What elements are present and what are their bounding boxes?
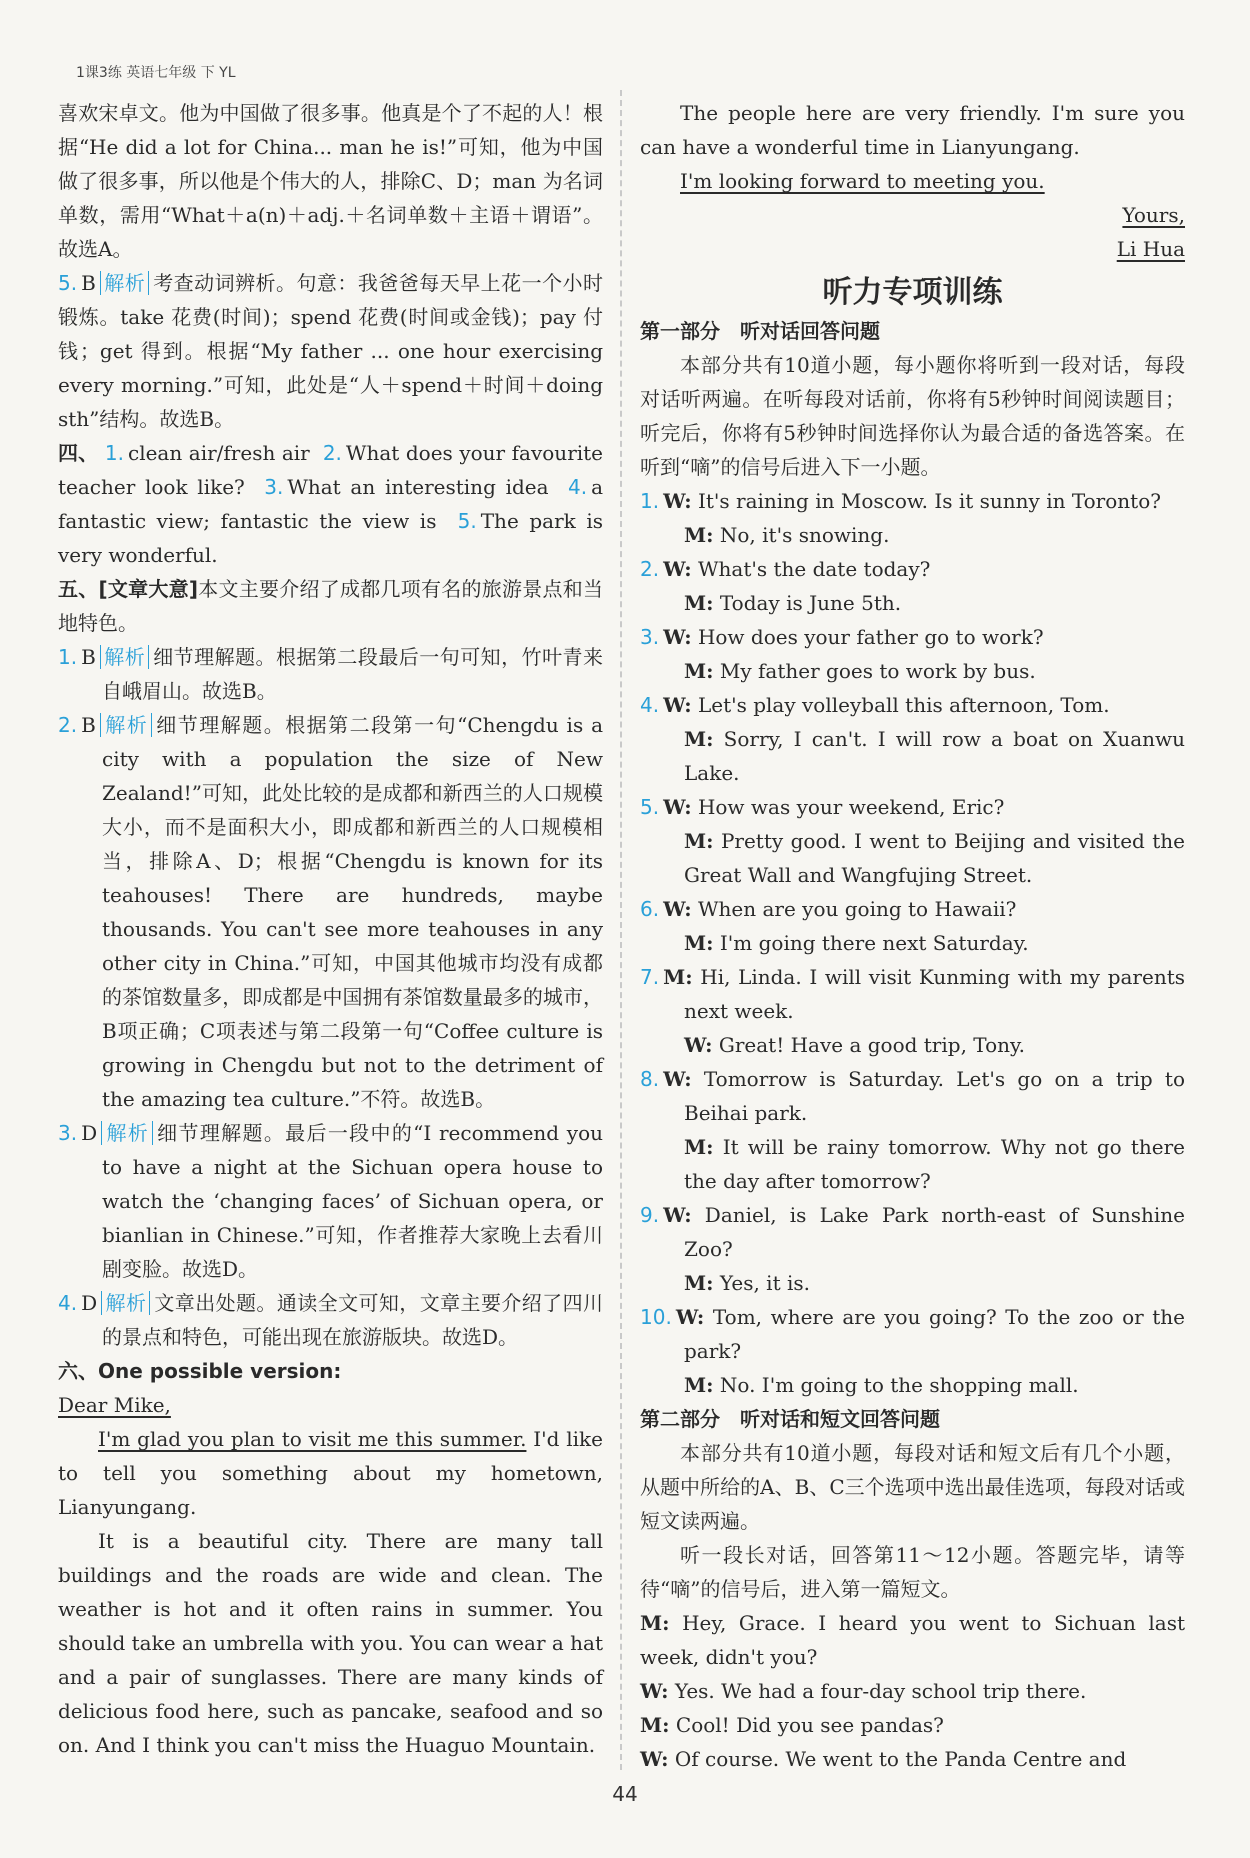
dialog-number: 9. <box>640 1203 660 1227</box>
long-dialog-line <box>640 1708 1185 1742</box>
answer-4-continued: 喜欢宋卓文。他为中国做了很多事。他真是个了不起的人！根据“He did a lot for China... man he is!”可知，他为中国做了很多事，所以他是个伟大的人，排除C、D；man 为名词单数，需用“What＋a(n)＋adj.＋名词单数＋主语＋谓语”。故选A。 <box>58 101 603 261</box>
item-number: 1. <box>104 441 124 465</box>
dialog-5 <box>640 790 1185 824</box>
line-text: Hey, Grace. I heard you went to Sichuan last week, didn't you? <box>640 1611 1185 1669</box>
analysis-tag: 解析 <box>100 713 152 737</box>
speaker: W: <box>663 489 692 513</box>
line-text: Of course. We went to the Panda Centre and <box>674 1747 1127 1771</box>
part-1-intro: 本部分共有10道小题，每小题你将听到一段对话，每段对话听两遍。在听每段对话前，你将有5秒钟时间阅读题目；听完后，你将有5秒钟时间选择你认为最合适的备选答案。在听到“嘀”的信号后进入下一小题。 <box>640 353 1185 479</box>
dialog-4 <box>640 688 1185 722</box>
speaker: W: <box>663 1067 692 1091</box>
line-text: Tomorrow is Saturday. Let's go on a trip to Beihai park. <box>684 1067 1185 1125</box>
line-text: Daniel, is Lake Park north-east of Sunshine Zoo? <box>684 1203 1186 1261</box>
listening-title: 听力专项训练 <box>822 275 1003 310</box>
question-number: 1. <box>58 645 78 669</box>
left-column <box>58 96 603 1762</box>
dialog-number: 5. <box>640 795 660 819</box>
analysis-tag: 解析 <box>100 271 149 295</box>
section-5-answer-2 <box>58 708 603 1116</box>
long-dialog-line <box>640 1674 1185 1708</box>
letter-close <box>640 198 1185 232</box>
letter-paragraph-2: It is a beautiful city. There are many tall buildings and the roads are wide and clean. The weather is hot and it often rains in summer. You should take an umbrella with you. You can wear a hat and a pair of sunglasses. There are many kinds of delicious food here, such as pancake, seafood and so on. And I think you can't miss the Huaguo Mountain. <box>58 1529 603 1757</box>
line-text: Let's play volleyball this afternoon, Tom. <box>697 693 1110 717</box>
letter-paragraph-3: The people here are very friendly. I'm sure you can have a wonderful time in Lianyungang. <box>640 101 1185 159</box>
line-text: Hi, Linda. I will visit Kunming with my parents next week. <box>684 965 1185 1023</box>
answer-5 <box>58 266 603 436</box>
dialog-8 <box>640 1062 1185 1130</box>
dialog-6-reply <box>640 926 1185 960</box>
answer-letter: D <box>81 1121 98 1145</box>
dialog-7 <box>640 960 1185 1028</box>
dialog-number: 7. <box>640 965 660 989</box>
item-text: What an interesting idea <box>287 475 549 499</box>
close-text: Yours, <box>1122 203 1185 227</box>
section-4-heading: 四、 <box>58 441 99 465</box>
speaker: M: <box>684 1373 714 1397</box>
dialog-9-reply <box>640 1266 1185 1300</box>
line-text: Sorry, I can't. I will row a boat on Xuanwu Lake. <box>684 727 1186 785</box>
line-text: My father goes to work by bus. <box>719 659 1036 683</box>
analysis-text: 文章出处题。通读全文可知，文章主要介绍了四川的景点和特色，可能出现在旅游版块。故选D。 <box>102 1291 604 1349</box>
speaker: W: <box>663 693 692 717</box>
line-text: Today is June 5th. <box>719 591 902 615</box>
speaker: M: <box>684 1135 714 1159</box>
item-number: 5. <box>457 509 477 533</box>
dialog-number: 1. <box>640 489 660 513</box>
dialog-8-reply <box>640 1130 1185 1198</box>
speaker: M: <box>684 931 714 955</box>
line-text: Great! Have a good trip, Tony. <box>718 1033 1025 1057</box>
dialog-10 <box>640 1300 1185 1368</box>
section-5-answer-4 <box>58 1286 603 1354</box>
answer-letter: D <box>81 1291 98 1315</box>
greeting-text: Dear Mike, <box>58 1393 171 1417</box>
part-2-instruction: 听一段长对话，回答第11～12小题。答题完毕，请等待“嘀”的信号后，进入第一篇短文。 <box>640 1543 1185 1601</box>
speaker: M: <box>640 1611 670 1635</box>
item-text: clean air/fresh air <box>128 441 310 465</box>
analysis-tag: 解析 <box>100 645 149 669</box>
line-text: How was your weekend, Eric? <box>697 795 1005 819</box>
line-text: I'm going there next Saturday. <box>719 931 1029 955</box>
dialog-number: 4. <box>640 693 660 717</box>
section-5-heading: 五、[文章大意] <box>58 577 199 601</box>
dialog-2 <box>640 552 1185 586</box>
analysis-text: 细节理解题。根据第二段最后一句可知，竹叶青来自峨眉山。故选B。 <box>102 645 604 703</box>
part-2-heading: 第二部分 听对话和短文回答问题 <box>640 1407 940 1431</box>
dialog-1-reply <box>640 518 1185 552</box>
speaker: W: <box>663 625 692 649</box>
speaker: M: <box>684 659 714 683</box>
line-text: No. I'm going to the shopping mall. <box>719 1373 1079 1397</box>
line-text: What's the date today? <box>697 557 931 581</box>
speaker: W: <box>640 1679 669 1703</box>
column-divider <box>620 90 622 1770</box>
speaker: W: <box>663 1203 692 1227</box>
speaker: M: <box>640 1713 670 1737</box>
line-text: No, it's snowing. <box>719 523 890 547</box>
speaker: W: <box>663 795 692 819</box>
question-number: 5. <box>58 271 78 295</box>
line-text: Tom, where are you going? To the zoo or the park? <box>684 1305 1186 1363</box>
item-number: 2. <box>322 441 342 465</box>
dialog-7-reply <box>640 1028 1185 1062</box>
part-2-intro: 本部分共有10道小题，每段对话和短文后有几个小题，从题中所给的A、B、C三个选项中选出最佳选项，每段对话或短文读两遍。 <box>640 1441 1185 1533</box>
line-text: Yes, it is. <box>719 1271 810 1295</box>
speaker: W: <box>663 897 692 921</box>
paragraph-text: I'd like to tell you something about my hometown, Lianyungang. <box>58 1427 603 1519</box>
dialog-3 <box>640 620 1185 654</box>
letter-paragraph-4 <box>640 164 1185 198</box>
speaker: M: <box>663 965 693 989</box>
line-text: Yes. We had a four-day school trip there. <box>674 1679 1087 1703</box>
speaker: M: <box>684 1271 714 1295</box>
question-number: 3. <box>58 1121 78 1145</box>
speaker: W: <box>640 1747 669 1771</box>
dialog-number: 3. <box>640 625 660 649</box>
speaker: W: <box>663 557 692 581</box>
line-text: It's raining in Moscow. Is it sunny in Toronto? <box>697 489 1161 513</box>
speaker: W: <box>675 1305 705 1329</box>
speaker: W: <box>684 1033 713 1057</box>
right-column <box>640 96 1185 1776</box>
running-header: 1课3练 英语七年级 下 YL <box>76 65 236 81</box>
answer-letter: B <box>81 713 96 737</box>
speaker: M: <box>684 591 714 615</box>
analysis-tag: 解析 <box>101 1121 153 1145</box>
line-text: How does your father go to work? <box>697 625 1044 649</box>
line-text: Pretty good. I went to Beijing and visited the Great Wall and Wangfujing Street. <box>684 829 1185 887</box>
dialog-1 <box>640 484 1185 518</box>
long-dialog-line <box>640 1606 1185 1674</box>
item-text: The park is very wonderful. <box>58 509 603 567</box>
analysis-text: 考查动词辨析。句意：我爸爸每天早上花一个小时锻炼。take 花费(时间)；spend 花费(时间或金钱)；pay 付钱；get 得到。根据“My father ... one hour exercising every morning.”可知，此处是“人＋spend＋时间＋doing sth”结构。故选B。 <box>58 271 604 431</box>
answer-letter: B <box>81 271 96 295</box>
answer-letter: B <box>81 645 96 669</box>
dialog-9 <box>640 1198 1185 1266</box>
dialog-number: 10. <box>640 1305 672 1329</box>
page-number: 44 <box>612 1782 638 1806</box>
analysis-tag: 解析 <box>101 1291 150 1315</box>
section-6-heading: 六、One possible version: <box>58 1359 342 1383</box>
item-number: 3. <box>264 475 284 499</box>
question-number: 4. <box>58 1291 78 1315</box>
summary-text: 本文主要介绍了成都几项有名的旅游景点和当地特色。 <box>58 577 604 635</box>
analysis-text: 细节理解题。根据第二段第一句“Chengdu is a city with a population the size of New Zealand!”可知，此处比较的是成都和新西兰的人口规模大小，而不是面积大小，即成都和新西兰的人口规模相当，排除A、D；根据“Chengdu is known for its teahouses! There are hundreds, maybe thousands. You can't see more teahouses in any other city in China.”可知，中国其他城市均没有成都的茶馆数量多，即成都是中国拥有茶馆数量最多的城市，B项正确；C项表述与第二段第一句“Coffee culture is growing in Chengdu but not to the detriment of the amazing tea culture.”不符。故选B。 <box>102 713 603 1111</box>
section-5-answer-1 <box>58 640 603 708</box>
question-number: 2. <box>58 713 78 737</box>
opening-sentence: I'm glad you plan to visit me this summer. <box>98 1427 527 1451</box>
long-dialog-line <box>640 1742 1185 1776</box>
part-1-heading: 第一部分 听对话回答问题 <box>640 319 880 343</box>
speaker: M: <box>684 727 714 751</box>
dialog-number: 6. <box>640 897 660 921</box>
line-text: It will be rainy tomorrow. Why not go there the day after tomorrow? <box>684 1135 1186 1193</box>
dialog-5-reply <box>640 824 1185 892</box>
dialog-10-reply <box>640 1368 1185 1402</box>
item-text: a fantastic view; fantastic the view is <box>58 475 604 533</box>
speaker: M: <box>684 829 714 853</box>
letter-signature <box>640 232 1185 266</box>
item-number: 4. <box>567 475 588 499</box>
dialog-number: 8. <box>640 1067 660 1091</box>
dialog-number: 2. <box>640 557 660 581</box>
section-5-intro <box>58 572 603 640</box>
item-text: What does your favourite teacher look like? <box>58 441 604 499</box>
signature-text: Li Hua <box>1116 237 1185 261</box>
line-text: Cool! Did you see pandas? <box>675 1713 944 1737</box>
section-4-answers <box>58 436 603 572</box>
long-dialog <box>640 1606 1185 1776</box>
dialog-2-reply <box>640 586 1185 620</box>
dialog-6 <box>640 892 1185 926</box>
letter-paragraph-1 <box>58 1422 603 1524</box>
closing-sentence: I'm looking forward to meeting you. <box>680 169 1045 193</box>
section-5-answer-3 <box>58 1116 603 1286</box>
analysis-text: 细节理解题。最后一段中的“I recommend you to have a night at the Sichuan opera house to watch the ‘changing faces’ of Sichuan opera, or bianlian in Chinese.”可知，作者推荐大家晚上去看川剧变脸。故选D。 <box>102 1121 604 1281</box>
dialog-4-reply <box>640 722 1185 790</box>
dialog-3-reply <box>640 654 1185 688</box>
line-text: When are you going to Hawaii? <box>697 897 1017 921</box>
speaker: M: <box>684 523 714 547</box>
letter-greeting <box>58 1388 603 1422</box>
dialog-list <box>640 484 1185 1402</box>
